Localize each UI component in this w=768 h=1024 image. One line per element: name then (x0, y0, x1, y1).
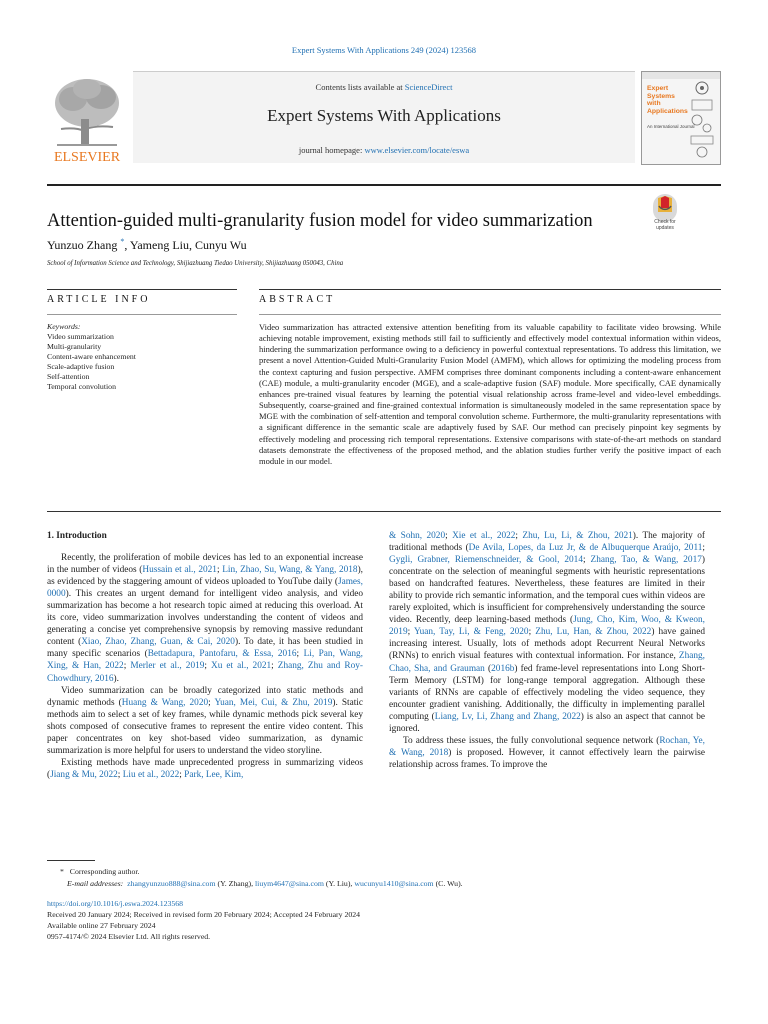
left-column (47, 530, 363, 781)
body-text: ; (445, 531, 453, 541)
citation-link[interactable]: Zhu, Lu, Han, & Zhou, 2022 (535, 627, 652, 638)
citation-link[interactable]: James, 0000 (47, 577, 363, 600)
citation-link[interactable]: Xu et al., 2021 (211, 661, 272, 672)
citation-link[interactable]: Hussain et al., 2021 (142, 565, 217, 576)
citation-link[interactable]: & Sohn, 2020 (389, 531, 446, 541)
citation-link[interactable]: Yuan, Mei, Cui, & Zhu, 2019 (214, 697, 333, 708)
body-text: Video summarization can be broadly categorized into static methods and dynamic methods ( (47, 685, 363, 708)
citation-link[interactable]: De Avila, Lopes, da Luz Jr, & de Albuquerque Araújo, 2011 (468, 543, 703, 554)
body-text: ) is also an aspect that cannot be ignored. (389, 711, 706, 734)
body-text: ( (484, 663, 492, 674)
cover-art-icon (687, 78, 717, 162)
intro-paragraph-3-cont (389, 530, 705, 735)
keyword-item: Video summarization (47, 332, 114, 341)
citation-link[interactable]: Lin, Zhao, Su, Wang, & Yang, 2018 (222, 565, 358, 576)
affiliation: School of Information Science and Technology, Shijiazhuang Tiedao University, Shijiazhuang 050043, China (47, 260, 344, 267)
keywords-label: Keywords: (47, 322, 81, 331)
copyright: 0957-4174/© 2024 Elsevier Ltd. All rights reserved. (47, 932, 211, 941)
contents-line: Contents lists available at ScienceDirect (315, 82, 453, 92)
body-text: ). The majority of traditional methods ( (389, 531, 705, 554)
journal-cover[interactable] (641, 71, 721, 165)
check-updates-icon (647, 192, 683, 232)
citation-link[interactable]: Liu et al., 2022 (122, 769, 180, 780)
intro-paragraph-1 (47, 552, 363, 685)
abstract-top-rule (259, 314, 721, 315)
abstract-heading: ABSTRACT (259, 294, 336, 305)
article-info-heading: ARTICLE INFO (47, 294, 151, 305)
body-text: ; (123, 661, 131, 672)
body-text: ) concentrate on the selection of meaningful segments with heuristic representations based on handcrafted features. Nevertheless, these features are limited in their ability to provide rich semantic information, and the temporal cues within videos are rarely exploited, which is insufficient for comprehensively understanding the source video. Recently, deep learning-based methods ( (389, 555, 705, 626)
body-text: ; (216, 565, 223, 576)
keywords-block (47, 322, 237, 392)
corresponding-footnote: * Corresponding author. (60, 867, 140, 876)
doi-link[interactable]: https://doi.org/10.1016/j.eswa.2024.123568 (47, 899, 184, 908)
body-text: ; (528, 627, 536, 638)
article-info-rule (47, 289, 237, 290)
available-online: Available online 27 February 2024 (47, 921, 156, 930)
intro-paragraph-2 (47, 685, 363, 757)
citation-link[interactable]: Jiang & Mu, 2022 (50, 769, 118, 780)
body-text: ). This creates an urgent demand for intelligent video analysis, and video summarization has become a hot research topic aimed at reducing this overload. At its core, video summarization involves understanding the content of videos and generating a concise yet comprehensive synopsis by removing massive redundant content ( (47, 589, 363, 648)
svg-text:ELSEVIER: ELSEVIER (53, 150, 121, 165)
keyword-item: Temporal convolution (47, 382, 116, 391)
body-text: ; (208, 697, 215, 708)
body-text: Recently, the proliferation of mobile devices has led to an exponential increase in the number of videos ( (47, 553, 363, 576)
email-footnote: E-mail addresses: zhangyunzuo888@sina.com (Y. Zhang), liuym4647@sina.com (Y. Liu), wucunyu1410@sina.com (C. Wu). (67, 879, 463, 888)
masthead-rule (47, 184, 721, 186)
body-text: ) is proposed. However, it cannot effectively learn the pairwise relationship across frames. To improve the (389, 747, 705, 770)
body-text: ; (117, 769, 123, 780)
citation-link[interactable]: Rochan, Ye, & Wang, 2018 (389, 735, 705, 758)
body-text: ; (179, 769, 185, 780)
body-text: ; (296, 649, 304, 660)
footnote-rule (47, 860, 95, 861)
citation-link[interactable]: Merler et al., 2019 (130, 661, 205, 672)
body-text: ; (271, 661, 278, 672)
citation-link[interactable]: Jung, Cho, Kim, Woo, & Kweon, 2019 (389, 615, 705, 638)
article-history (47, 898, 360, 942)
keyword-item: Self-attention (47, 372, 90, 381)
body-text: ; (204, 661, 212, 672)
citation-link[interactable]: 2016b (491, 663, 515, 674)
citation-link[interactable]: Yuan, Tay, Li, & Feng, 2020 (413, 627, 529, 638)
sciencedirect-link[interactable]: ScienceDirect (404, 82, 453, 92)
masthead-center (133, 71, 635, 163)
citation-link[interactable]: Gygli, Grabner, Riemenschneider, & Gool, 2014 (389, 555, 583, 566)
running-head[interactable]: Expert Systems With Applications 249 (2024) 123568 (291, 45, 477, 55)
keyword-item: Content-aware enhancement (47, 352, 136, 361)
citation-link[interactable]: Li, Pan, Wang, Xing, & Han, 2022 (47, 649, 363, 672)
corresponding-author-mark[interactable]: * (120, 237, 125, 246)
svg-text:updates: updates (656, 225, 674, 231)
body-text: To address these issues, the fully convolutional sequence network ( (403, 735, 660, 746)
citation-link[interactable]: Zhang, Zhu and Roy-Chowdhury, 2016 (47, 661, 363, 684)
cover-subtitle: An International Journal (647, 124, 695, 129)
abstract-text: Video summarization has attracted extensive attention benefiting from its valuable capability to facilitate video browsing. While achieving notable improvement, existing methods still fail to sufficiently and effectively model contextual information within videos, hindering the summarization performance owing to a deficiency in powerful contextual representations. To address this limitation, we present a novel Attention-Guided Multi-Granularity Fusion Model (AMFM), which allows for optimizing the modeling process from the context capturing and fusion perspective. AMFM comprises three dominant components including a content-aware enhancement (CAE) module, a multi-granularity encoder (MGE), and a scale-adaptive fusion (SAF) module. More specifically, CAE dynamically enhances pre-trained visual features by learning the potential visual relationship across frame-level and video-level embeddings. Subsequently, coarse-grained and fine-grained contextual information is simultaneously modeled in the same representation space by MGE with the combination of self-attention and temporal convolution scheme. Furthermore, the multi-granularity representations with a significant difference in the semantic scale are adaptively fused by SAF. Our method can precisely pinpoint key segments by effectively modeling and processing rich temporal representations. Extensive comparisons with state-of-the-art methods on standard datasets demonstrate the effectiveness of the proposed method, and the ablation studies further verify the positive impact of each module in our model. (259, 322, 721, 466)
body-text: ; (702, 543, 705, 554)
keywords-rule (47, 314, 237, 315)
intro-paragraph-4 (389, 735, 705, 771)
svg-text:Check for: Check for (654, 219, 676, 225)
body-text: ). (113, 673, 119, 684)
homepage-line: journal homepage: www.elsevier.com/locate/eswa (298, 145, 470, 155)
cover-title: Expert Systems with Applications (647, 85, 688, 115)
body-text: ) have gained increasing interest. Usually, lots of methods adopt Recurrent Neural Networks (RNNs) to enrich visual features with contextual information. For instance, (389, 627, 705, 662)
citation-link[interactable]: Zhu, Lu, Li, & Zhou, 2021 (522, 531, 633, 541)
citation-link[interactable]: Huang & Wang, 2020 (121, 697, 209, 708)
right-column (389, 530, 705, 771)
authors-line: Yunzuo Zhang *, Yameng Liu, Cunyu Wu (47, 237, 247, 252)
body-text: ) fed frame-level representations into Long Short-Term Memory (LSTM) for long-range temporal aggregation. Although these variants of RNNs are capable of effectively modeling the video sequence, they encounter gradient vanishing. Additionally, the difficulty in implementing parallel computing ( (389, 663, 705, 722)
citation-link[interactable]: Bettadapura, Pantofaru, & Essa, 2016 (147, 649, 297, 660)
citation-link[interactable]: Xiao, Zhao, Zhang, Guan, & Cai, 2020 (81, 637, 235, 648)
body-text: ). To date, it has been studied in many specific scenarios ( (47, 637, 363, 660)
email-link-wu[interactable]: wucunyu1410@sina.com (354, 879, 434, 888)
keyword-item: Scale-adaptive fusion (47, 362, 115, 371)
body-text: Existing methods have made unprecedented progress in summarizing videos ( (47, 757, 363, 780)
journal-masthead (47, 71, 721, 165)
body-text: ; (582, 555, 591, 566)
citation-link[interactable]: Zhang, Tao, & Wang, 2017 (590, 555, 702, 566)
elsevier-tree-icon (47, 71, 127, 165)
body-text: ; (407, 627, 414, 638)
section-heading-introduction: 1. Introduction (47, 531, 107, 541)
intro-paragraph-3 (47, 757, 363, 781)
elsevier-logo[interactable] (47, 71, 127, 165)
citation-link[interactable]: Park, Lee, Kim, (184, 769, 244, 780)
body-text: ; (515, 531, 523, 541)
body-text: ). Static methods aim to select a set of key frames, while dynamic methods pick several key shots composed of consecutive frames to represent the entire video content. This paper concentrates on key shot-based video summarization, as dynamic summarization is more helpful for users to understand the video storyline. (47, 697, 363, 756)
citation-link[interactable]: Liang, Lv, Li, Zhang and Zhang, 2022 (434, 711, 581, 722)
check-for-updates-badge[interactable] (647, 192, 683, 232)
journal-homepage-link[interactable]: www.elsevier.com/locate/eswa (364, 145, 470, 155)
article-title: Attention-guided multi-granularity fusion model for video summarization (47, 211, 593, 231)
citation-link[interactable]: Zhang, Chao, Sha, and Grauman (389, 651, 705, 674)
abstract-rule (259, 289, 721, 290)
email-link-liu[interactable]: liuym4647@sina.com (255, 879, 324, 888)
journal-name: Expert Systems With Applications (267, 106, 501, 125)
keyword-item: Multi-granularity (47, 342, 102, 351)
citation-link[interactable]: Xie et al., 2022 (452, 531, 516, 541)
email-link-zhang[interactable]: zhangyunzuo888@sina.com (127, 879, 216, 888)
abstract-bottom-rule (47, 511, 721, 512)
body-text: ), as evidenced by the staggering amount of videos uploaded to YouTube daily ( (47, 565, 363, 588)
received-dates: Received 20 January 2024; Received in revised form 20 February 2024; Accepted 24 February 2024 (47, 910, 361, 919)
